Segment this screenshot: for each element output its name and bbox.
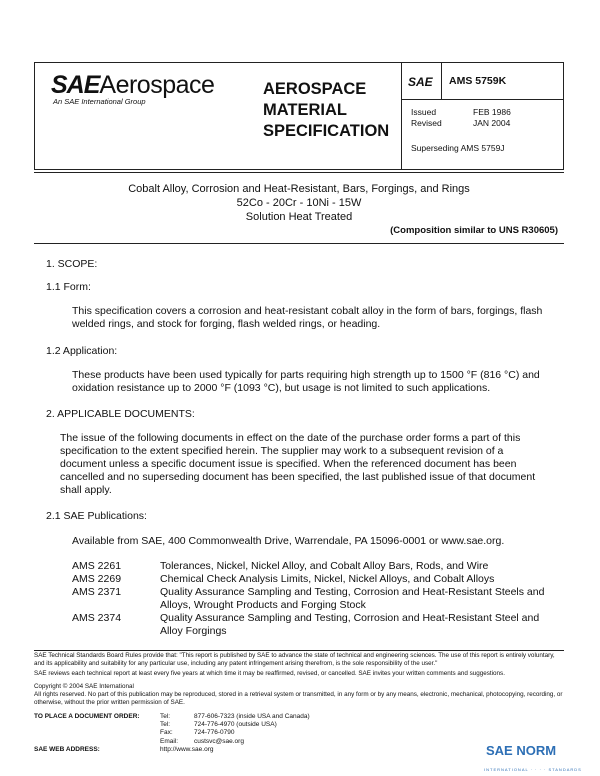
paragraph: Available from SAE, 400 Commonwealth Drive, Warrendale, PA 15096-0001 or www.sae.org. xyxy=(72,535,505,547)
subject-block xyxy=(34,172,564,244)
order-label: TO PLACE A DOCUMENT ORDER: xyxy=(34,713,140,720)
doc-number: AMS 5759K xyxy=(449,75,507,87)
reference-code: AMS 2371 xyxy=(72,586,122,598)
logo-subtitle: An SAE International Group xyxy=(53,97,146,106)
reference-code: AMS 2269 xyxy=(72,573,122,585)
copyright: Copyright © 2004 SAE International xyxy=(34,683,134,690)
section-heading: 2. APPLICABLE DOCUMENTS: xyxy=(46,408,195,420)
contact-values xyxy=(194,713,310,746)
web-link[interactable]: http://www.sae.org xyxy=(160,746,214,753)
subject-line: 52Co - 20Cr - 10Ni - 15W xyxy=(236,197,362,209)
fax-number: 724-776-0790 xyxy=(194,729,235,737)
footer-divider xyxy=(34,650,564,651)
reference-title: Tolerances, Nickel, Nickel Alloy, and Cobalt Alloy Bars, Rods, and Wire xyxy=(160,560,489,572)
section-heading: 2.1 SAE Publications: xyxy=(46,510,147,522)
standards-policy: SAE Technical Standards Board Rules provide that: "This report is published by SAE to advance the state of technical and engineering sciences. The use of this report is entirely voluntary, and its applicability and suitability for any particular use, including any patent infringement arising therefrom, is the sole responsibility of the user." xyxy=(34,652,555,667)
email-link[interactable]: custsvc@sae.org xyxy=(194,737,244,745)
subject-line: Cobalt Alloy, Corrosion and Heat-Resistant, Bars, Forgings, and Rings xyxy=(128,183,470,195)
review-policy: SAE reviews each technical report at least every five years at which time it may be reaffirmed, revised, or cancelled. SAE invites your written comments and suggestions. xyxy=(34,670,505,677)
section-heading: 1. SCOPE: xyxy=(46,258,98,270)
sae-aerospace-logo: SAEAerospace An SAE International Group xyxy=(51,71,215,106)
divider xyxy=(441,63,442,99)
sae-mark: SAE xyxy=(408,75,433,89)
reference-title: Chemical Check Analysis Limits, Nickel, Nickel Alloys, and Cobalt Alloys xyxy=(160,573,495,585)
composition-note: (Composition similar to UNS R30605) xyxy=(390,225,558,236)
reference-code: AMS 2261 xyxy=(72,560,122,572)
divider xyxy=(401,99,564,100)
phone-number: 724-776-4970 (outside USA) xyxy=(194,721,277,729)
sae-norm-logo xyxy=(484,742,582,772)
section-heading: 1.1 Form: xyxy=(46,281,91,293)
rights-notice: All rights reserved. No part of this publication may be reproduced, stored in a retrieval system or transmitted, in any form or by any means, electronic, mechanical, photocopying, recording, or otherwise, without the prior written permission of SAE. xyxy=(34,691,563,706)
spec-title: AEROSPACE MATERIAL SPECIFICATION xyxy=(263,80,390,140)
section-heading: 1.2 Application: xyxy=(46,345,118,357)
reference-title: Quality Assurance Sampling and Testing, Corrosion and Heat-Resistant Steel and Alloy Forgings xyxy=(160,612,540,637)
reference-title: Quality Assurance Sampling and Testing, Corrosion and Heat-Resistant Steels and Alloys, Wrought Products and Forging Stock xyxy=(160,586,545,611)
paragraph: These products have been used typically for parts requiring high strength up to 1500 °F (816 °C) and oxidation resistance up to 2000 °F (1093 °C), but usage is not limited to such applications. xyxy=(72,369,540,394)
paragraph: The issue of the following documents in effect on the date of the purchase order forms a part of this specification to the extent specified herein. The supplier may work to a subsequent revision of a document unless a specific document issue is specified. When the referenced document has been cancelled and no superseding document has been specified, the last published issue of that document shall apply. xyxy=(60,432,536,496)
contact-labels: Tel: Tel: Fax: Email: xyxy=(160,713,179,745)
superseding-note: Superseding AMS 5759J xyxy=(411,143,505,153)
paragraph: This specification covers a corrosion and heat-resistant cobalt alloy in the form of bars, forgings, flash welded rings, and stock for forging, flash welded rings, or heading. xyxy=(72,305,543,330)
subject-line: Solution Heat Treated xyxy=(245,211,353,223)
brand-tagline: INTERNATIONAL · · · · STANDARDS xyxy=(484,767,582,772)
divider xyxy=(401,63,402,169)
web-label: SAE WEB ADDRESS: xyxy=(34,746,100,753)
brand-name: SAE NORM xyxy=(486,743,557,758)
header-box xyxy=(34,62,564,170)
issue-dates: Issued FEB 1986 Revised JAN 2004 xyxy=(411,107,511,128)
phone-number: 877-606-7323 (inside USA and Canada) xyxy=(194,713,310,720)
reference-code: AMS 2374 xyxy=(72,612,122,624)
